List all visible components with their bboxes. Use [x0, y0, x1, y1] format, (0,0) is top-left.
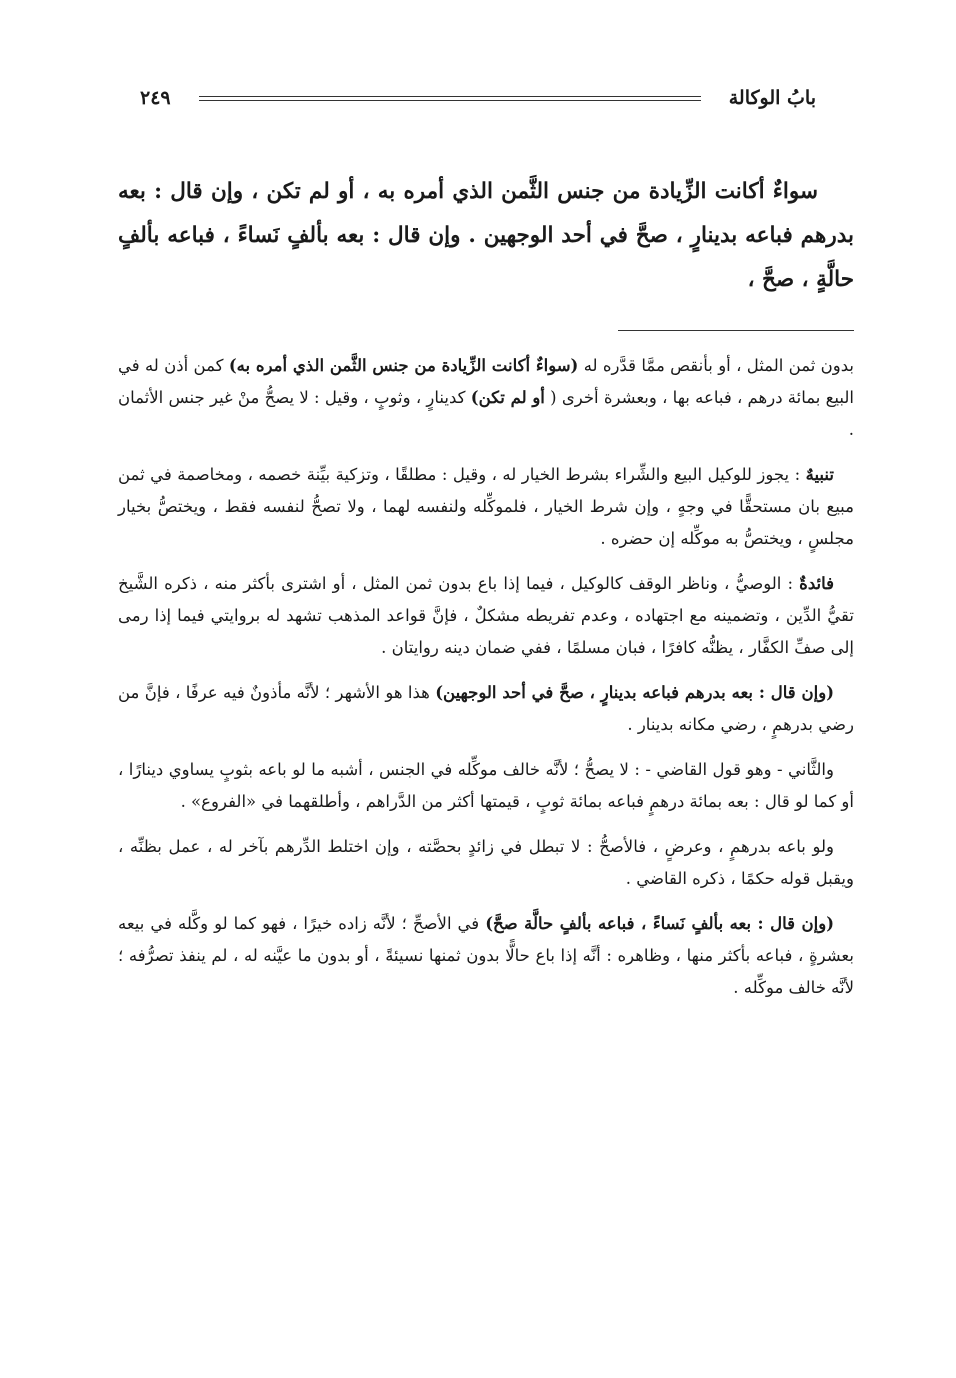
commentary-paragraph [118, 459, 854, 555]
note-heading: فائدةٌ [799, 574, 834, 593]
commentary-paragraph [118, 831, 854, 895]
main-line: نَساءً ، فباعه بألفٍ حالَّةٍ ، صحَّ ، [118, 223, 854, 292]
commentary-text: ولو باعه بدرهمٍ ، وعرضٍ ، فالأصحُّ : لا تبطل في زائدٍ بحصَّته ، وإن اختلط الدِّرهم بآخر له ، عمل بظنِّه ، ويقبل قوله حكمًا ، ذكره القاضي . [118, 837, 854, 888]
quoted-text: (سواءٌ أكانت الزِّيادة من جنس الثَّمن الذي أمره به) [228, 356, 579, 375]
main-line: قال : بعه بدرهم فباعه بدينارٍ ، صحَّ في أحد الوجهين . وإن قال : بعه بألفٍ [118, 179, 854, 248]
commentary-text: والثَّاني - وهو قول القاضي - : لا يصحُّ ؛ لأنَّه خالف موكِّله في الجنس ، أشبه ما لو باعه بثوبٍ يساوي دينارًا ، أو كما لو قال : بعه بمائة درهمٍ فباعه بمائة ثوبٍ ، قيمتها أكثر من الدَّراهم ، وأطلقهما في «الفروع» . [118, 760, 854, 811]
commentary-text: كمن أذن له في البيع بمائة درهم ، فباعه بها ، وبعشرة أخرى ( [118, 356, 854, 407]
main-paragraph [118, 170, 854, 302]
quoted-text: أو لم تكن) [470, 388, 545, 407]
commentary-paragraph [118, 908, 854, 1004]
commentary-paragraph [118, 350, 854, 446]
quoted-text: (وإن قال : بعه بدرهم فباعه بدينارٍ ، صحَّ في أحد الوجهين) [435, 683, 834, 702]
footnote-divider [618, 330, 854, 331]
commentary-text: في الأصحِّ ؛ لأنَّه زاده خيرًا ، فهو كما لو وكَّله في بيعه بعشرةٍ ، فباعه بأكثر منها ، وظاهره : أنَّه إذا باع حالًّا بدون ثمنها نسيئةً ، أو بدون ما عيَّنه له ، لم ينفذ تصرُّفه ؛ لأنَّه خالف موكِّله . [118, 914, 854, 997]
commentary-paragraph [118, 677, 854, 741]
commentary [118, 350, 854, 1017]
commentary-text: هذا هو الأشهر ؛ لأنَّه مأذونٌ فيه عرفًا ، فإنَّ من رضي بدرهمٍ ، رضي مكانه بدينار . [118, 683, 854, 734]
commentary-text: بدون ثمن المثل ، أو بأنقص ممَّا قدَّره له [578, 356, 855, 375]
commentary-text: : الوصيُّ ، وناظر الوقف كالوكيل ، فيما إذا باع بدون ثمن المثل ، أو اشترى بأكثر منه ، ذكره الشَّيخ تقيُّ الدِّين ، وتضمينه مع اجتهاده ، وعدم تفريطه مشكلٌ ، فإنَّ قواعد المذهب تشهد له بروايتي فيما إذا رمى إلى صفِّ الكفَّار ، يظنُّه كافرًا ، فبان مسلمًا ، ففي ضمان دينه روايتان . [118, 574, 854, 657]
commentary-paragraph [118, 568, 854, 664]
page-number: ٢٤٩ [140, 87, 171, 109]
quoted-text: (وإن قال : بعه بألفٍ نَساءً ، فباعه بألفٍ حالَّة صحَّ) [485, 914, 835, 933]
main-line: سواءٌ أكانت الزِّيادة من جنس الثَّمن الذي أمره به ، أو لم تكن ، وإن [210, 179, 818, 204]
commentary-text: كدينارٍ ، وثوبٍ ، وقيل : لا يصحُّ منْ غير جنس الأثمان . [118, 388, 854, 439]
note-heading: تنبيهٌ [805, 465, 834, 484]
main-text [118, 170, 854, 302]
page-header [140, 78, 816, 118]
commentary-paragraph [118, 754, 854, 818]
chapter-title: بابُ الوكالة [728, 87, 816, 109]
header-rule [199, 96, 701, 101]
commentary-text: : يجوز للوكيل البيع والشِّراء بشرط الخيار له ، وقيل : مطلقًا ، وتزكية بيِّنة خصمه ، ومخاصمة في ثمن مبيع بان مستحقًّا في وجهٍ ، وإن شرط الخيار ، فلموكِّله ولنفسه لهما ، ولا تصحُّ لنفسه فقط ، ويختصُّ بخيار مجلسٍ ، ويختصُّ به موكِّله إن حضره . [118, 465, 854, 548]
